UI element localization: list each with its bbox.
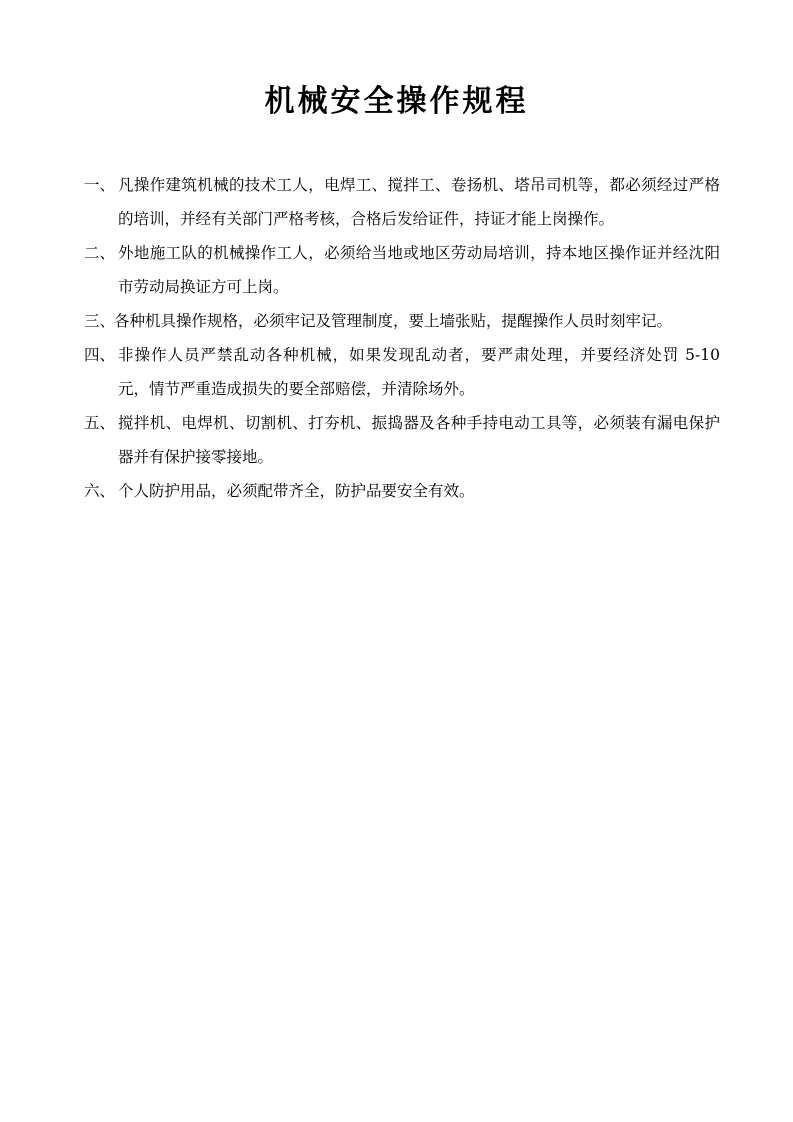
- rule-text: 个人防护用品，必须配带齐全，防护品要安全有效。: [118, 482, 475, 500]
- rule-text: 非操作人员严禁乱动各种机械，如果发现乱动者，要严肃处理，并要经济处罚 5-10 元，情节严重造成损失的要全部赔偿，并清除场外。: [118, 346, 720, 398]
- document-title: 机械安全操作规程: [264, 84, 529, 119]
- rule-text: 凡操作建筑机械的技术工人，电焊工、搅拌工、卷扬机、塔吊司机等，都必须经过严格的培训，并经有关部门严格考核，合格后发给证件，持证才能上岗操作。: [118, 176, 720, 228]
- rule-number: 四、: [84, 346, 116, 364]
- rule-number: 一、: [84, 176, 116, 194]
- rule-number: 五、: [84, 414, 116, 432]
- rule-number: 三、: [84, 312, 116, 330]
- rule-item: [84, 406, 720, 474]
- rule-item: [84, 168, 720, 236]
- rule-number: 二、: [84, 244, 116, 262]
- rule-text: 各种机具操作规格，必须牢记及管理制度，要上墙张贴，提醒操作人员时刻牢记。: [114, 312, 673, 330]
- rule-item: [84, 474, 720, 508]
- rule-text: 搅拌机、电焊机、切割机、打夯机、振捣器及各种手持电动工具等，必须装有漏电保护器并有保护接零接地。: [118, 414, 720, 466]
- rule-number: 六、: [84, 482, 116, 500]
- rule-item: [84, 304, 720, 338]
- rule-item: [84, 338, 720, 406]
- rule-item: [84, 236, 720, 304]
- rule-text: 外地施工队的机械操作工人，必须给当地或地区劳动局培训，持本地区操作证并经沈阳市劳动局换证方可上岗。: [118, 244, 720, 296]
- rules-list: [84, 168, 720, 508]
